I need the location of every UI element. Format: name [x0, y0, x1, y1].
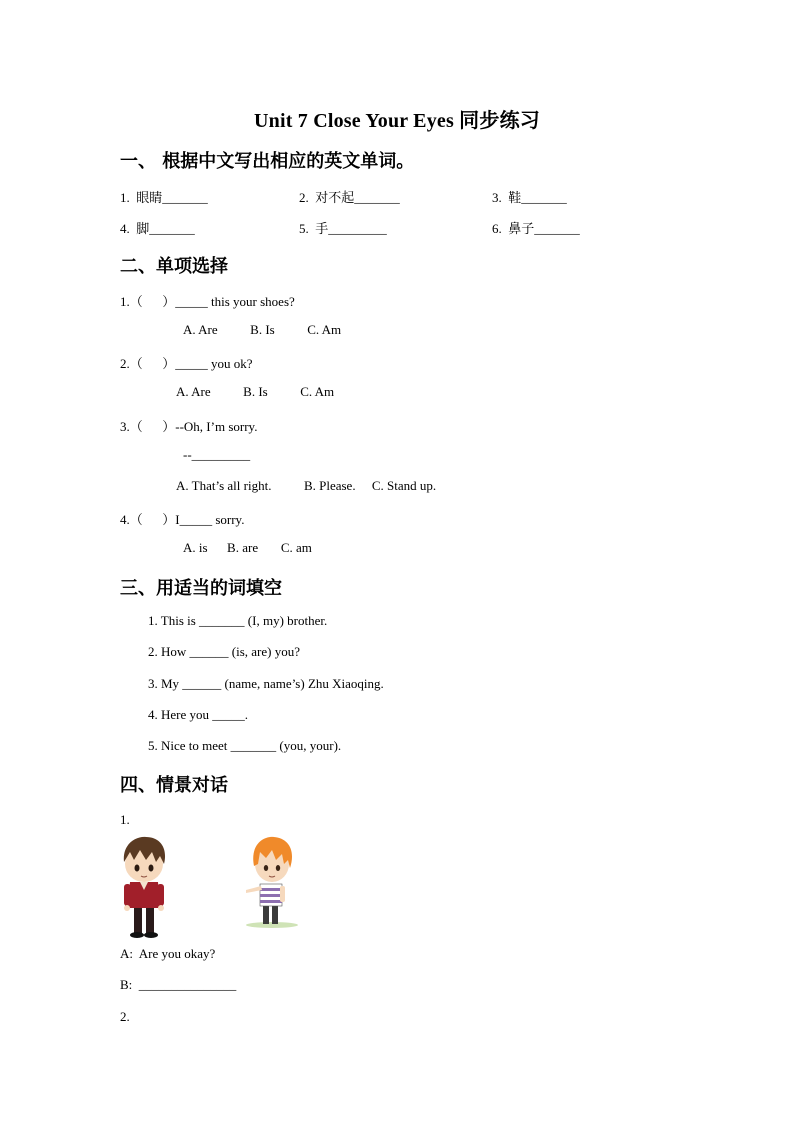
dialogue-q1-number: 1. [120, 812, 130, 827]
choice-q2-stem: 2.（ ）_____ you ok? [120, 356, 253, 371]
choice-q3-options: A. That’s all right. B. Please. C. Stand up. [176, 478, 437, 493]
section1-heading: 一、 根据中文写出相应的英文单词。 [120, 151, 415, 172]
vocab-item-5: 5. 手_________ [299, 221, 387, 236]
fill-item-2: 2. How ______ (is, are) you? [148, 644, 300, 659]
vocab-item-2: 2. 对不起_______ [299, 190, 400, 205]
choice-q2-options: A. Are B. Is C. Am [176, 384, 335, 399]
page-title: Unit 7 Close Your Eyes 同步练习 [254, 110, 540, 132]
choice-q1-stem: 1.（ ）_____ this your shoes? [120, 294, 295, 309]
dialogue-line-b: B: _______________ [120, 977, 237, 992]
choice-q4-stem: 4.（ ）I_____ sorry. [120, 512, 245, 527]
dialogue-q2-number: 2. [120, 1009, 130, 1024]
dialogue-line-a: A: Are you okay? [120, 946, 216, 961]
fill-item-4: 4. Here you _____. [148, 707, 249, 722]
choice-q1-options: A. Are B. Is C. Am [183, 322, 342, 337]
fill-item-1: 1. This is _______ (I, my) brother. [148, 613, 328, 628]
vocab-item-3: 3. 鞋_______ [492, 190, 567, 205]
vocab-item-1: 1. 眼睛_______ [120, 190, 208, 205]
vocab-item-6: 6. 鼻子_______ [492, 221, 580, 236]
choice-q3-answer-line: --_________ [183, 447, 251, 462]
boy-illustration [116, 834, 172, 940]
section3-heading: 三、用适当的词填空 [120, 578, 282, 599]
choice-q3-stem: 3.（ ）--Oh, I’m sorry. [120, 419, 258, 434]
section4-heading: 四、情景对话 [120, 775, 228, 796]
choice-q4-options: A. is B. are C. am [183, 540, 312, 555]
fill-item-5: 5. Nice to meet _______ (you, your). [148, 738, 342, 753]
vocab-item-4: 4. 脚_______ [120, 221, 195, 236]
girl-illustration [236, 834, 300, 930]
section2-heading: 二、单项选择 [120, 256, 228, 277]
fill-item-3: 3. My ______ (name, name’s) Zhu Xiaoqing. [148, 676, 384, 691]
